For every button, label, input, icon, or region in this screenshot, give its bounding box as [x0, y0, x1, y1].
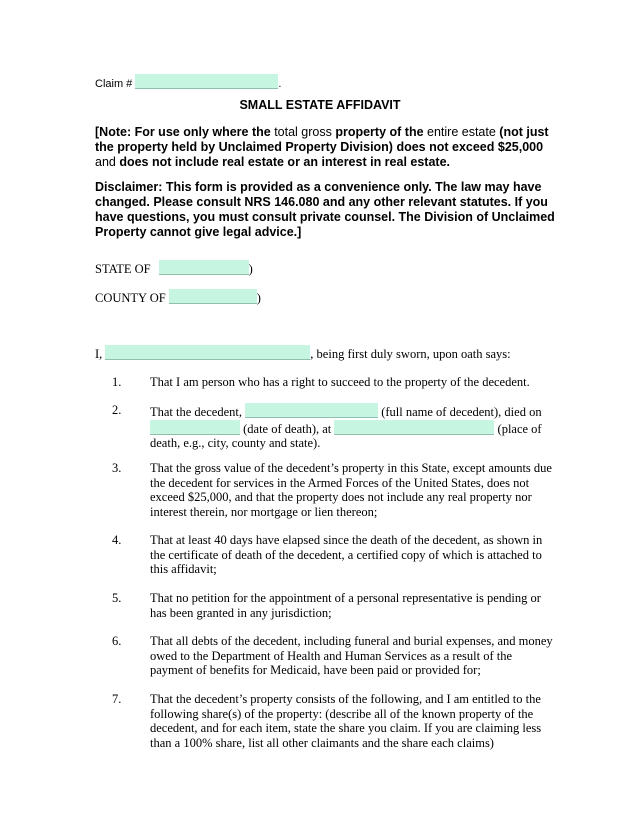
state-label: STATE OF: [95, 262, 151, 276]
claim-suffix: .: [278, 78, 282, 90]
list-item: [95, 634, 555, 678]
item-text: That all debts of the decedent, including funeral and burial expenses, and money owed to the Department of Health and Human Services as a result of the payment of benefits for Medicaid, have been paid or provided for;: [150, 634, 553, 677]
item-text-part: (date of death), at: [240, 421, 335, 436]
list-item: [95, 533, 555, 577]
item-number: 1.: [112, 375, 122, 389]
list-item: [95, 591, 555, 620]
note-text-7: does not include real estate or an interest in real estate.: [115, 155, 450, 169]
item-text-part: (place of death, e.g., city, county and state).: [150, 421, 542, 450]
disclaimer-paragraph: Disclaimer: This form is provided as a convenience only. The law may have changed. Please consult NRS 146.080 and any other relevant statutes. If you have questions, you must consult private counsel. The Division of Unclaimed Property cannot give legal advice.]: [95, 180, 555, 239]
affiant-name-field[interactable]: [105, 345, 310, 360]
item-text: That no petition for the appointment of a personal representative is pending or has been granted in any jurisdiction;: [150, 591, 541, 620]
item-text: That the gross value of the decedent’s property in this State, except amounts due the decedent for services in the Armed Forces of the United States, does not exceed $25,000, and that the property does not include any real property nor interest therein, nor mortgage or lien thereon;: [150, 461, 552, 519]
state-field[interactable]: [159, 260, 249, 275]
oath-suffix: , being first duly sworn, upon oath says:: [310, 347, 511, 361]
note-text-3: property of the: [331, 125, 428, 139]
note-text-5: (not just the property held by Unclaimed Property Division) does not exceed $25,000: [95, 125, 549, 154]
state-line: [95, 260, 253, 277]
item-text: [150, 403, 555, 451]
item-text: That the decedent’s property consists of the following, and I am entitled to the following share(s) of the property: (describe all of the known property of the decedent, and for each item, state the share you claim. If you are claiming less than a 100% share, list all other claimants and the share each claims): [150, 692, 542, 750]
item-number: 5.: [112, 591, 122, 605]
item-text: That at least 40 days have elapsed since the death of the decedent, as shown in the certificate of death of the decedent, a certified copy of which is attached to this affidavit;: [150, 533, 543, 576]
date-of-death-field[interactable]: [150, 420, 240, 435]
item-number: 4.: [112, 533, 122, 547]
note-text-1: [Note: For use only where the: [95, 125, 275, 139]
list-item: [95, 375, 555, 390]
note-paragraph: [95, 125, 555, 170]
list-item: [95, 403, 555, 451]
note-text-4: entire estate: [427, 125, 496, 139]
county-line: [95, 289, 261, 306]
decedent-name-field[interactable]: [245, 403, 378, 418]
oath-line: [95, 345, 511, 362]
note-text-6: and: [95, 155, 116, 169]
claim-label: Claim #: [95, 78, 133, 90]
item-number: 7.: [112, 692, 122, 706]
county-field[interactable]: [169, 289, 257, 304]
claim-number-line: [95, 74, 281, 90]
county-label: COUNTY OF: [95, 291, 166, 305]
county-close: ): [256, 291, 261, 305]
oath-prefix: I,: [95, 347, 103, 361]
claim-number-field[interactable]: [135, 74, 278, 89]
place-of-death-field[interactable]: [334, 420, 494, 435]
note-text-2: total gross: [274, 125, 332, 139]
item-text-part: That the decedent,: [150, 405, 246, 419]
item-text-part: (full name of decedent), died on: [378, 405, 542, 419]
item-number: 2.: [112, 403, 122, 417]
list-item: [95, 692, 555, 750]
page-title: SMALL ESTATE AFFIDAVIT: [239, 98, 401, 112]
list-item: [95, 461, 555, 519]
state-close: ): [248, 262, 253, 276]
item-text: That I am person who has a right to succeed to the property of the decedent.: [150, 375, 530, 389]
item-number: 6.: [112, 634, 122, 648]
item-number: 3.: [112, 461, 122, 475]
